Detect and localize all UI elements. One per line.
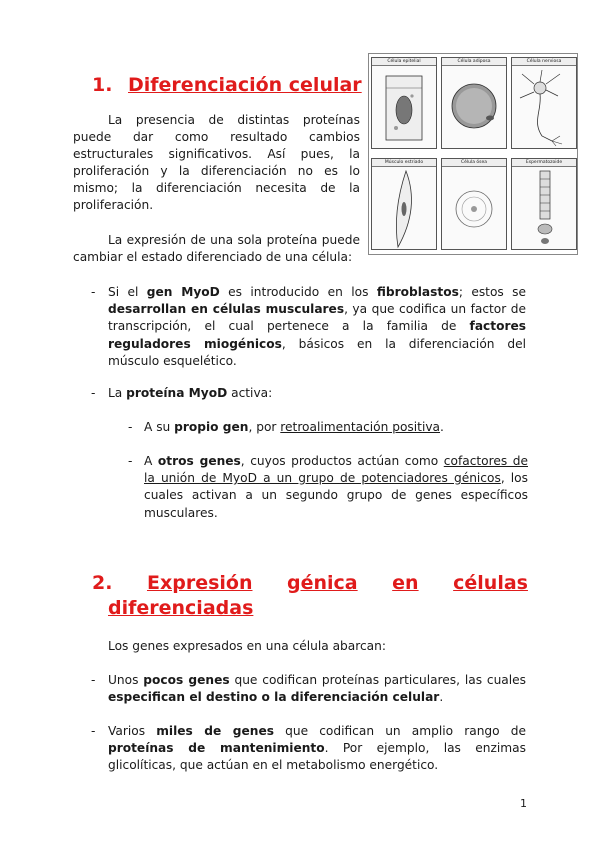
text-bold: desarrollan en células musculares [108,302,345,317]
section-1-bullet-proteina-myod [108,385,526,402]
text-bold: proteína MyoD [126,386,228,400]
figure-panel-nerve [511,57,577,149]
text-run: A [144,454,158,468]
figure-caption: Espermatozoide [512,159,576,167]
page-number: 1 [520,797,527,810]
figure-panel-epithelial [371,57,437,149]
text-run: ; estos se [458,285,526,299]
text-bold: otros genes [157,454,241,468]
section-1-heading [92,74,362,96]
text-run: , cuyos productos actúan como [240,454,444,468]
section-2-title-word: Expresión [146,572,253,594]
text-run: , básicos en la diferenciación del músculo esquelético. [108,336,526,368]
text-run: . [439,690,444,705]
muscle-cell-drawing [372,167,436,249]
text-bold: fibroblastos [376,285,459,299]
text-bold: gen MyoD [146,285,220,299]
section-2-intro: Los genes expresados en una célula abarcan: [108,639,386,653]
text-bold: proteínas de mantenimiento [108,741,325,756]
figure-panel-sperm [511,158,577,250]
text-run: que codifican proteínas particulares, las cuales [229,673,526,687]
text-run: La [108,386,127,400]
figure-caption: Célula nerviosa [512,58,576,66]
section-1-number: 1. [92,74,113,96]
section-2-bullet-miles-de-genes [108,723,526,775]
text-bold: pocos genes [143,673,230,687]
text-underlined: cofactores de la unión de MyoD a un grupo de potenciadores génicos [144,454,528,486]
text-run: , los cuales activan a un segundo grupo de genes específicos musculares. [144,471,528,520]
para1-line: proliferación. [73,198,154,212]
bone-cell-drawing [442,167,506,249]
figure-panel-striated-muscle [371,158,437,250]
para1-line: proliferación y la diferenciación no es lo [73,164,360,178]
para2-line: La expresión de una sola proteína puede [108,233,360,247]
figure-caption: Músculo estriado [372,159,436,167]
bullet-dash: - [91,724,96,738]
text-bold: factores reguladores miogénicos [108,319,526,351]
para1-line: puede dar como resultado cambios [73,130,360,144]
nerve-cell-drawing [512,66,576,148]
section-1-bullet-gen-myod [108,284,526,370]
bullet-dash: - [91,673,96,687]
text-underlined: retroalimentación positiva [280,420,441,434]
text-run: , ya que codifica un factor de transcripción, el cual pertenece a la familia de [108,302,526,334]
section-2-title-word: células [453,572,528,594]
section-2-title-word: en [392,572,419,594]
sub-bullet-dash: - [128,420,133,434]
epithelial-cell-drawing [372,66,436,148]
text-bold: especifican el destino o la diferenciación celular [108,690,440,705]
figure-panel-adipose [441,57,507,149]
para2-line: cambiar el estado diferenciado de una célula: [73,250,353,264]
para1-line: La presencia de distintas proteínas [108,113,360,127]
sub-bullet-propio-gen [144,419,528,436]
figure-caption: Célula adiposa [442,58,506,66]
figure-caption: Célula epitelial [372,58,436,66]
text-run: Si el [108,285,147,299]
sub-bullet-otros-genes [144,453,528,522]
text-run: activa: [227,386,273,400]
section-1-title: Diferenciación celular [128,74,362,96]
text-run: que codifican un amplio rango de [273,724,526,738]
text-run: es introducido en los [219,285,377,299]
text-bold: miles de genes [156,724,274,738]
figure-panel-bone [441,158,507,250]
section-2-heading [92,572,528,619]
section-2-title-word: génica [287,572,358,594]
text-run: . Por ejemplo, las enzimas glicolíticas, que actúan en el metabolismo energético. [108,741,526,773]
sub-bullet-dash: - [128,454,133,468]
section-2-title-line2: diferenciadas [108,597,254,619]
adipose-cell-drawing [442,66,506,148]
section-2-number: 2. [92,572,113,594]
text-run: Varios [108,724,157,738]
para1-line: estructurales significativos. Así pues, la [73,147,360,161]
text-bold: propio gen [174,420,249,434]
text-run: A su [144,420,175,434]
sperm-cell-drawing [512,167,576,249]
bullet-dash: - [91,386,96,400]
text-run: Unos [108,673,144,687]
bullet-dash: - [91,285,96,299]
text-run: . [440,420,444,434]
text-run: , por [248,420,281,434]
figure-caption: Célula ósea [442,159,506,167]
para1-line: mismo; la diferenciación necesita de la [73,181,360,195]
section-2-bullet-pocos-genes [108,672,526,706]
cell-types-figure [368,53,578,255]
